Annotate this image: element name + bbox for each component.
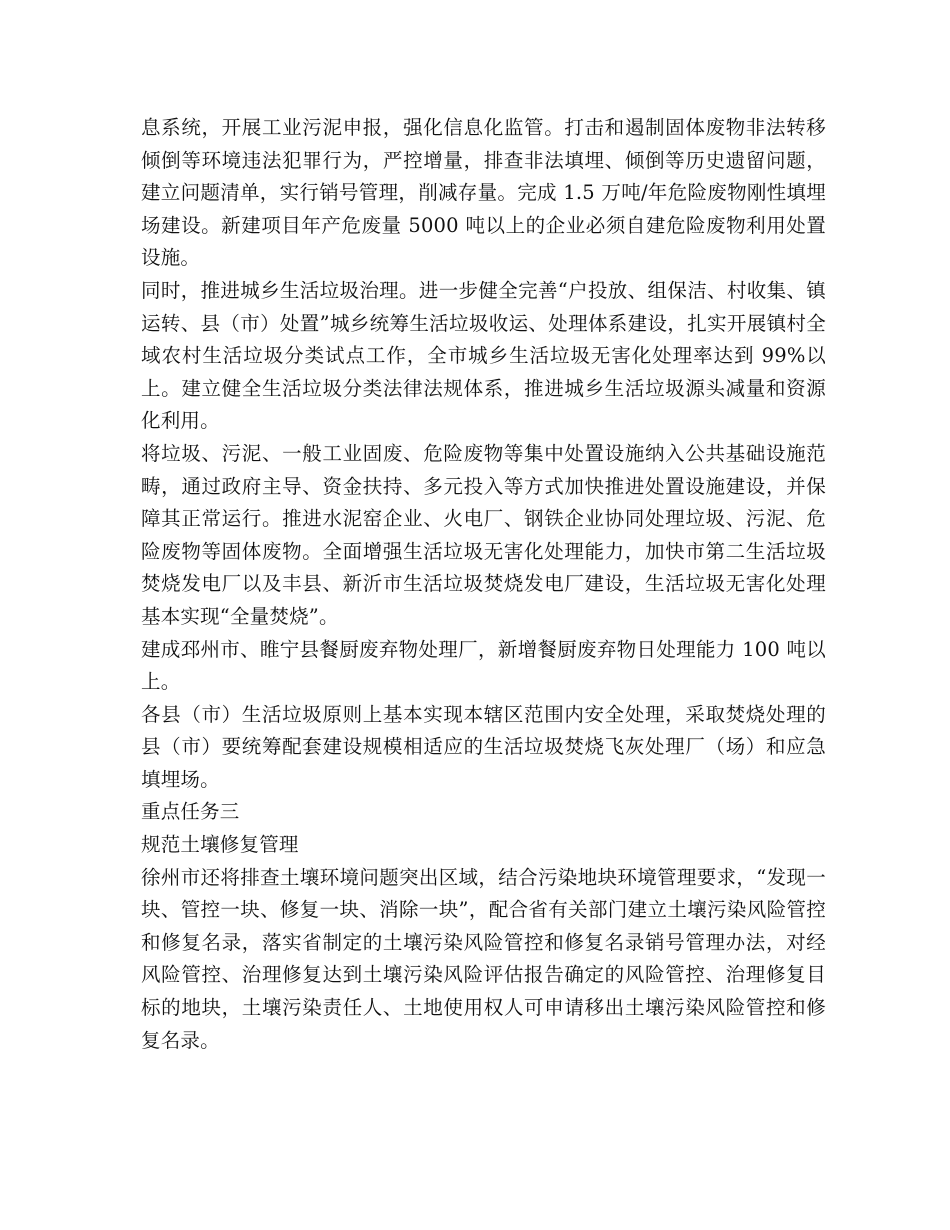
paragraph-domestic-waste: 同时，推进城乡生活垃圾治理。进一步健全完善“户投放、组保洁、村收集、镇运转、县（市）处置”城乡统筹生活垃圾收运、处理体系建设，扎实开展镇村全域农村生活垃圾分类试点工作，全市城乡生活垃圾无害化处理率达到 99%以上。建立健全生活垃圾分类法律法规体系，推进城乡生活垃圾源头减量和资源化利用。	[141, 278, 826, 433]
task-label: 重点任务三	[141, 800, 240, 824]
paragraph-county-waste: 各县（市）生活垃圾原则上基本实现本辖区范围内安全处理，采取焚烧处理的县（市）要统筹配套建设规模相适应的生活垃圾焚烧飞灰处理厂（场）和应急填埋场。	[141, 702, 826, 791]
paragraph-disposal-facilities: 将垃圾、污泥、一般工业固废、危险废物等集中处置设施纳入公共基础设施范畴，通过政府主导、资金扶持、多元投入等方式加快推进处置设施建设，并保障其正常运行。推进水泥窑企业、火电厂、钢铁企业协同处理垃圾、污泥、危险废物等固体废物。全面增强生活垃圾无害化处理能力，加快市第二生活垃圾焚烧发电厂以及丰县、新沂市生活垃圾焚烧发电厂建设，生活垃圾无害化处理基本实现“全量焚烧”。	[141, 441, 826, 628]
paragraph-kitchen-waste: 建成邳州市、睢宁县餐厨废弃物处理厂，新增餐厨废弃物日处理能力 100 吨以上。	[141, 637, 826, 694]
task-title: 规范土壤修复管理	[141, 833, 299, 857]
paragraph-industrial-sludge: 息系统，开展工业污泥申报，强化信息化监管。打击和遏制固体废物非法转移倾倒等环境违法犯罪行为，严控增量，排查非法填埋、倾倒等历史遗留问题，建立问题清单，实行销号管理，削减存量。完成 1.5 万吨/年危险废物刚性填埋场建设。新建项目年产危废量 5000 吨以上的企业必须自建危险废物利用处置设施。	[141, 116, 826, 270]
paragraph-soil-remediation: 徐州市还将排查土壤环境问题突出区域，结合污染地块环境管理要求，“发现一块、管控一块、修复一块、消除一块”，配合省有关部门建立土壤污染风险管控和修复名录，落实省制定的土壤污染风险管控和修复名录销号管理办法，对经风险管控、治理修复达到土壤污染风险评估报告确定的风险管控、治理修复目标的地块，土壤污染责任人、土地使用权人可申请移出土壤污染风险管控和修复名录。	[141, 865, 826, 1052]
document-body	[141, 112, 826, 1057]
